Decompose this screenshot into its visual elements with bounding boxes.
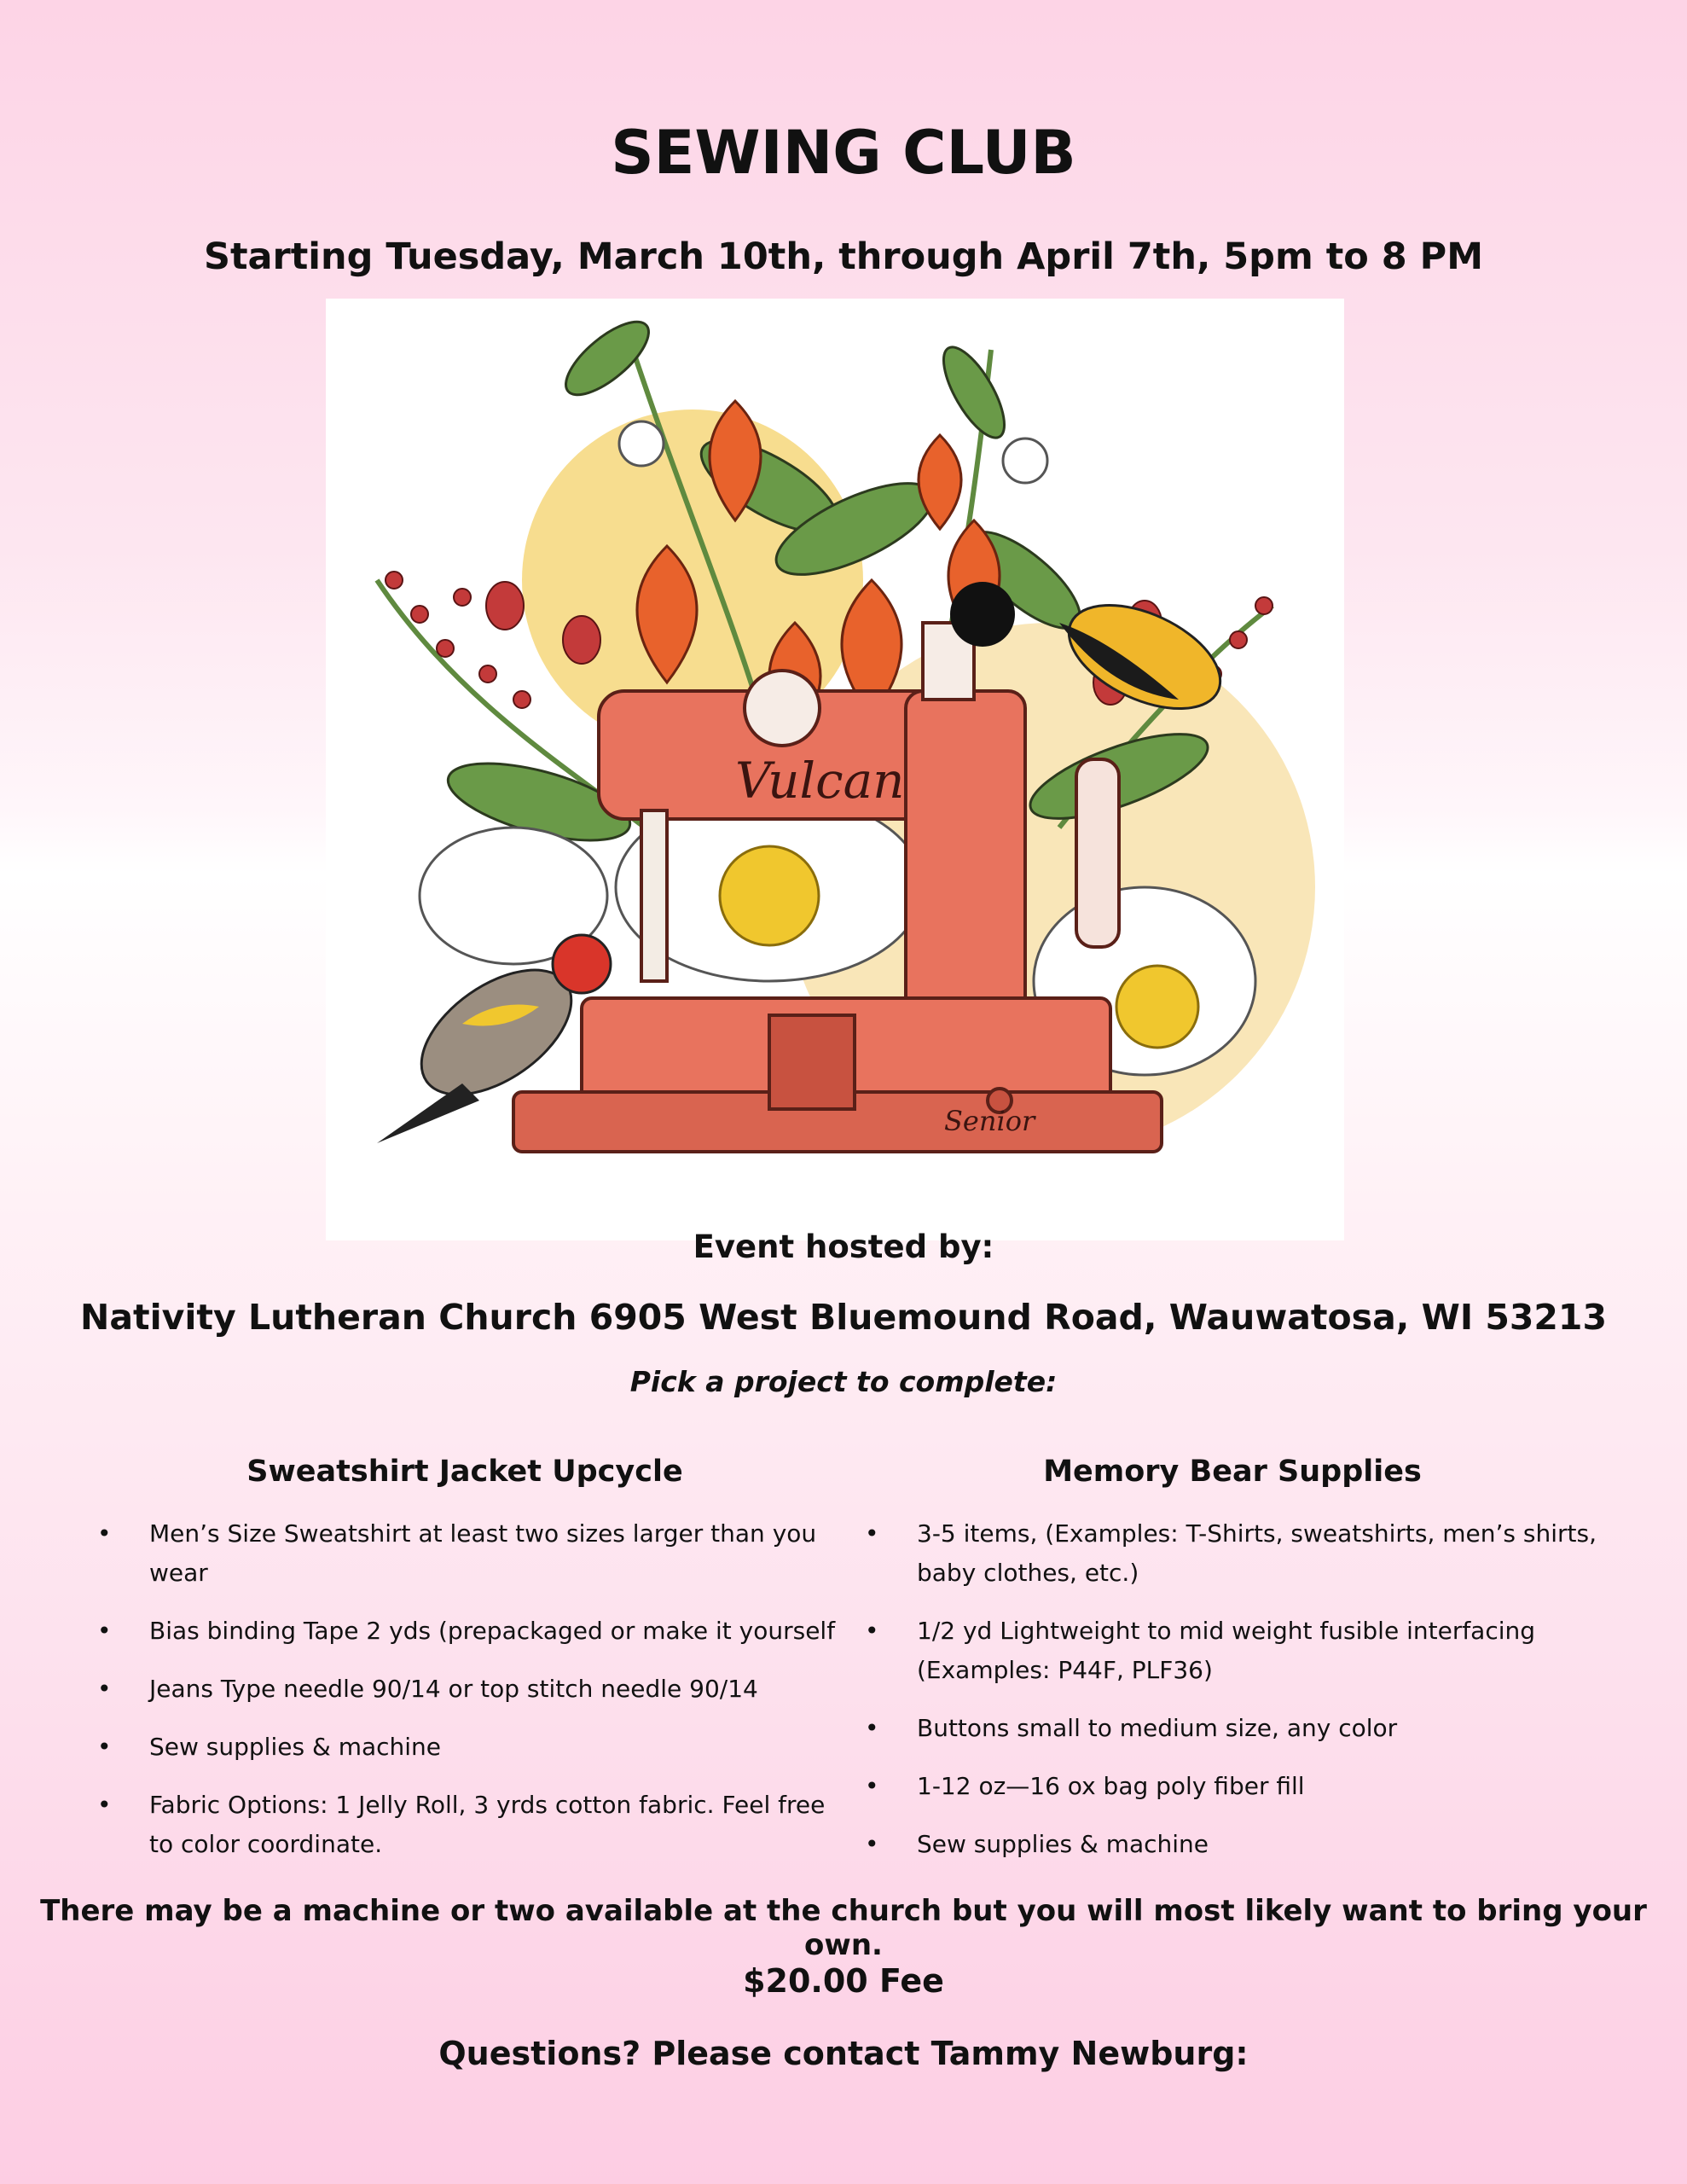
list-item: • Men’s Size Sweatshirt at least two sizes larger than you wear [94,1514,836,1593]
flower-center-right [1116,966,1198,1048]
list-item: • Sew supplies & machine [94,1728,836,1767]
sewing-machine-illustration [326,299,1344,1240]
supply-list [94,1514,836,1864]
list-item: • 1/2 yd Lightweight to mid weight fusible interfacing (Examples: P44F, PLF36) [861,1612,1603,1690]
project-title: Memory Bear Supplies [1043,1455,1422,1489]
supply-list [861,1514,1603,1864]
bullet-icon: • [97,1519,112,1548]
project-sweatshirt-jacket [94,1455,836,1883]
bullet-icon: • [865,1830,879,1858]
bullet-icon: • [865,1519,879,1548]
bullet-icon: • [865,1617,879,1645]
fee-label: $20.00 Fee [743,1962,944,2000]
event-dates: Starting Tuesday, March 10th, through April 7th, 5pm to 8 PM [204,235,1483,278]
bullet-icon: • [97,1617,112,1645]
bullet-icon: • [865,1714,879,1742]
list-item: • Buttons small to medium size, any color [861,1709,1603,1748]
list-item: • Bias binding Tape 2 yds (prepackaged or make it yourself [94,1612,836,1651]
page-title: SEWING CLUB [611,118,1076,188]
bullet-icon: • [97,1675,112,1703]
project-title: Sweatshirt Jacket Upcycle [246,1455,683,1489]
list-item: • Jeans Type needle 90/14 or top stitch needle 90/14 [94,1670,836,1709]
flower-center-left [720,846,819,945]
list-item: • 3-5 items, (Examples: T-Shirts, sweatshirts, men’s shirts, baby clothes, etc.) [861,1514,1603,1593]
list-item: • Fabric Options: 1 Jelly Roll, 3 yrds cotton fabric. Feel free to color coordinate. [94,1786,836,1864]
bullet-icon: • [97,1791,112,1819]
contact-line: Questions? Please contact Tammy Newburg: [438,2035,1249,2072]
machine-brand-label: Vulcan [735,752,905,810]
bullet-icon: • [865,1772,879,1800]
machine-note: There may be a machine or two available at the church but you will most likely want to bring your own. [40,1894,1647,1962]
pick-project-label: Pick a project to complete: [629,1365,1058,1398]
list-item: • 1-12 oz—16 ox bag poly fiber fill [861,1767,1603,1806]
project-memory-bear [861,1455,1603,1883]
machine-model-label: Senior [944,1105,1035,1137]
hosted-by-label: Event hosted by: [693,1228,994,1265]
host-address: Nativity Lutheran Church 6905 West Bluemound Road, Wauwatosa, WI 53213 [80,1297,1607,1338]
bullet-icon: • [97,1733,112,1761]
list-item: • Sew supplies & machine [861,1825,1603,1864]
